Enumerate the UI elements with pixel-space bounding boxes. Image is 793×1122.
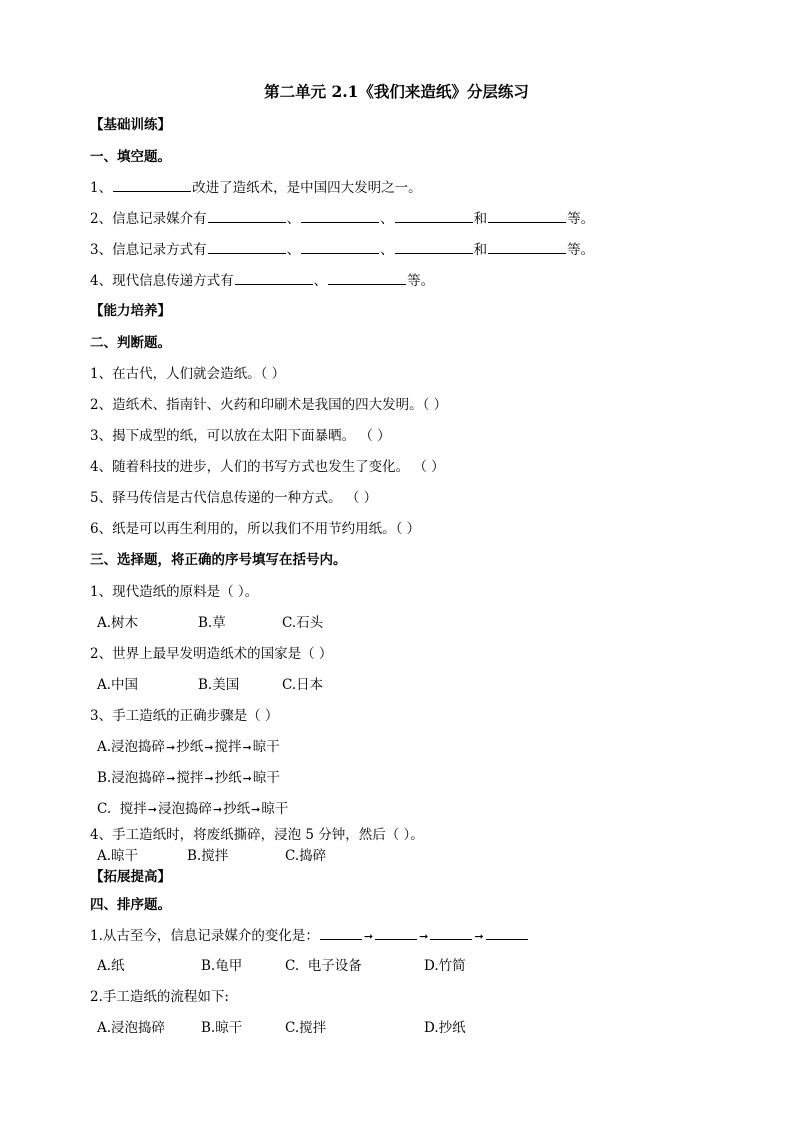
conjunction: 和 <box>473 242 488 258</box>
arrow-right-icon: ➞ <box>251 803 261 816</box>
section-ability-training: 【能力培养】 <box>90 303 171 319</box>
q-text: 信息记录方式有 <box>112 242 207 258</box>
step: 抄纸 <box>176 739 204 755</box>
option-b[interactable]: B.搅拌 <box>187 848 229 864</box>
judge-question-4[interactable]: 4、随着科技的进步，人们的书写方式也发生了变化。 （ ） <box>90 459 445 475</box>
q-text: 改进了造纸术，是中国四大发明之一。 <box>192 180 422 196</box>
arrow-right-icon: ➞ <box>419 930 429 943</box>
arrow-right-icon: ➞ <box>242 741 252 754</box>
judge-question-3[interactable]: 3、揭下成型的纸，可以放在太阳下面暴晒。 （ ） <box>90 428 391 444</box>
step: 抄纸 <box>214 770 242 786</box>
q-number: 3、 <box>90 242 113 258</box>
answer-blank[interactable] <box>320 926 362 940</box>
step: 搅拌 <box>214 739 242 755</box>
q-text: 信息记录媒介有 <box>112 211 207 227</box>
conjunction: 和 <box>473 211 488 227</box>
step: 搅拌 <box>176 770 204 786</box>
separator: 、 <box>286 242 301 258</box>
fill-question-2 <box>90 209 594 228</box>
option-c[interactable]: C. 电子设备 <box>285 958 362 974</box>
arrow-right-icon: ➞ <box>363 930 374 943</box>
judge-question-1[interactable]: 1、在古代，人们就会造纸。（ ） <box>90 366 286 382</box>
section-extension: 【拓展提高】 <box>90 869 171 885</box>
option-c[interactable]: C.搅拌 <box>285 1020 327 1036</box>
order-options-1 <box>97 957 466 975</box>
answer-blank[interactable] <box>113 178 191 192</box>
separator: 、 <box>380 211 394 227</box>
q-suffix: 等。 <box>567 242 595 258</box>
part3-heading: 三、选择题，将正确的序号填写在括号内。 <box>90 552 347 568</box>
option-b[interactable]: B.龟甲 <box>201 958 243 974</box>
part4-heading: 四、排序题。 <box>90 897 171 913</box>
arrow-right-icon: ➞ <box>147 803 157 816</box>
arrow-right-icon: ➞ <box>212 803 223 816</box>
choice-option-3a[interactable] <box>97 738 280 757</box>
answer-blank[interactable] <box>301 240 379 254</box>
option-a[interactable]: A.中国 <box>97 677 139 693</box>
option-label: A. <box>97 739 112 755</box>
choice-options-1 <box>97 614 323 632</box>
arrow-right-icon: ➞ <box>204 741 214 754</box>
answer-blank[interactable] <box>395 240 473 254</box>
option-d[interactable]: D.竹简 <box>424 958 466 974</box>
option-d[interactable]: D.抄纸 <box>424 1020 466 1036</box>
choice-question-4[interactable]: 4、手工造纸时，将废纸撕碎，浸泡 5 分钟，然后（ ）。 <box>90 827 424 843</box>
arrow-right-icon: ➞ <box>242 772 252 785</box>
choice-option-3b[interactable] <box>97 769 280 788</box>
option-a[interactable]: A.晾干 <box>97 848 139 864</box>
choice-question-1[interactable]: 1、现代造纸的原料是（ ）。 <box>90 584 259 600</box>
arrow-right-icon: ➞ <box>474 930 484 943</box>
option-b[interactable]: B.草 <box>198 615 226 631</box>
q-number: 1、 <box>90 180 113 196</box>
answer-blank[interactable] <box>328 271 406 285</box>
part2-heading: 二、判断题。 <box>90 335 171 351</box>
answer-blank[interactable] <box>486 926 528 940</box>
answer-blank[interactable] <box>301 209 379 223</box>
option-c[interactable]: C.石头 <box>282 615 324 631</box>
q-number: 2、 <box>90 211 113 227</box>
page-title: 第二单元 2.1《我们来造纸》分层练习 <box>264 82 529 101</box>
choice-question-3[interactable]: 3、手工造纸的正确步骤是（ ） <box>90 708 279 724</box>
step: 晾干 <box>261 801 289 817</box>
answer-blank[interactable] <box>235 271 313 285</box>
fill-question-4 <box>90 271 434 290</box>
option-b[interactable]: B.美国 <box>198 677 240 693</box>
part1-heading: 一、填空题。 <box>90 149 171 165</box>
section-basic-training: 【基础训练】 <box>90 117 171 133</box>
choice-options-2 <box>97 676 323 694</box>
answer-blank[interactable] <box>375 926 417 940</box>
step: 抄纸 <box>223 801 251 817</box>
arrow-right-icon: ➞ <box>166 741 176 754</box>
answer-blank[interactable] <box>395 209 473 223</box>
order-options-2 <box>97 1019 466 1037</box>
option-a[interactable]: A.纸 <box>97 958 125 974</box>
option-c[interactable]: C.日本 <box>282 677 324 693</box>
arrow-right-icon: ➞ <box>204 772 214 785</box>
answer-blank[interactable] <box>208 240 286 254</box>
q-text: 1.从古至今，信息记录媒介的变化是： <box>90 928 319 944</box>
q-text: 现代信息传递方式有 <box>112 273 234 289</box>
answer-blank[interactable] <box>208 209 286 223</box>
separator: 、 <box>380 242 394 258</box>
choice-question-2[interactable]: 2、世界上最早发明造纸术的国家是（ ） <box>90 646 333 662</box>
arrow-right-icon: ➞ <box>166 772 176 785</box>
answer-blank[interactable] <box>430 926 472 940</box>
option-a[interactable]: A.树木 <box>97 615 139 631</box>
fill-question-3 <box>90 240 594 259</box>
step: 晾干 <box>252 770 280 786</box>
judge-question-5[interactable]: 5、驿马传信是古代信息传递的一种方式。 （ ） <box>90 490 378 506</box>
fill-question-1 <box>90 178 422 197</box>
answer-blank[interactable] <box>488 240 566 254</box>
answer-blank[interactable] <box>488 209 566 223</box>
q-number: 4、 <box>90 273 113 289</box>
order-question-1 <box>90 926 529 946</box>
q-suffix: 等。 <box>567 211 595 227</box>
step: 晾干 <box>252 739 280 755</box>
choice-options-4 <box>97 847 326 865</box>
option-b[interactable]: B.晾干 <box>201 1020 243 1036</box>
order-question-2: 2.手工造纸的流程如下: <box>90 989 229 1005</box>
step: 浸泡捣碎 <box>111 739 166 755</box>
step: 浸泡捣碎 <box>111 770 166 786</box>
option-label: B. <box>97 770 112 786</box>
choice-option-3c[interactable] <box>97 800 288 819</box>
option-a[interactable]: A.浸泡捣碎 <box>97 1020 166 1036</box>
q-suffix: 等。 <box>407 273 435 289</box>
judge-question-6[interactable]: 6、纸是可以再生利用的，所以我们不用节约用纸。（ ） <box>90 521 421 537</box>
separator: 、 <box>286 211 301 227</box>
option-c[interactable]: C.捣碎 <box>285 848 327 864</box>
step: 浸泡捣碎 <box>157 801 212 817</box>
judge-question-2[interactable]: 2、造纸术、指南针、火药和印刷术是我国的四大发明。（ ） <box>90 397 448 413</box>
step: 搅拌 <box>119 801 147 817</box>
separator: 、 <box>313 273 328 289</box>
option-label: C. <box>97 801 120 817</box>
